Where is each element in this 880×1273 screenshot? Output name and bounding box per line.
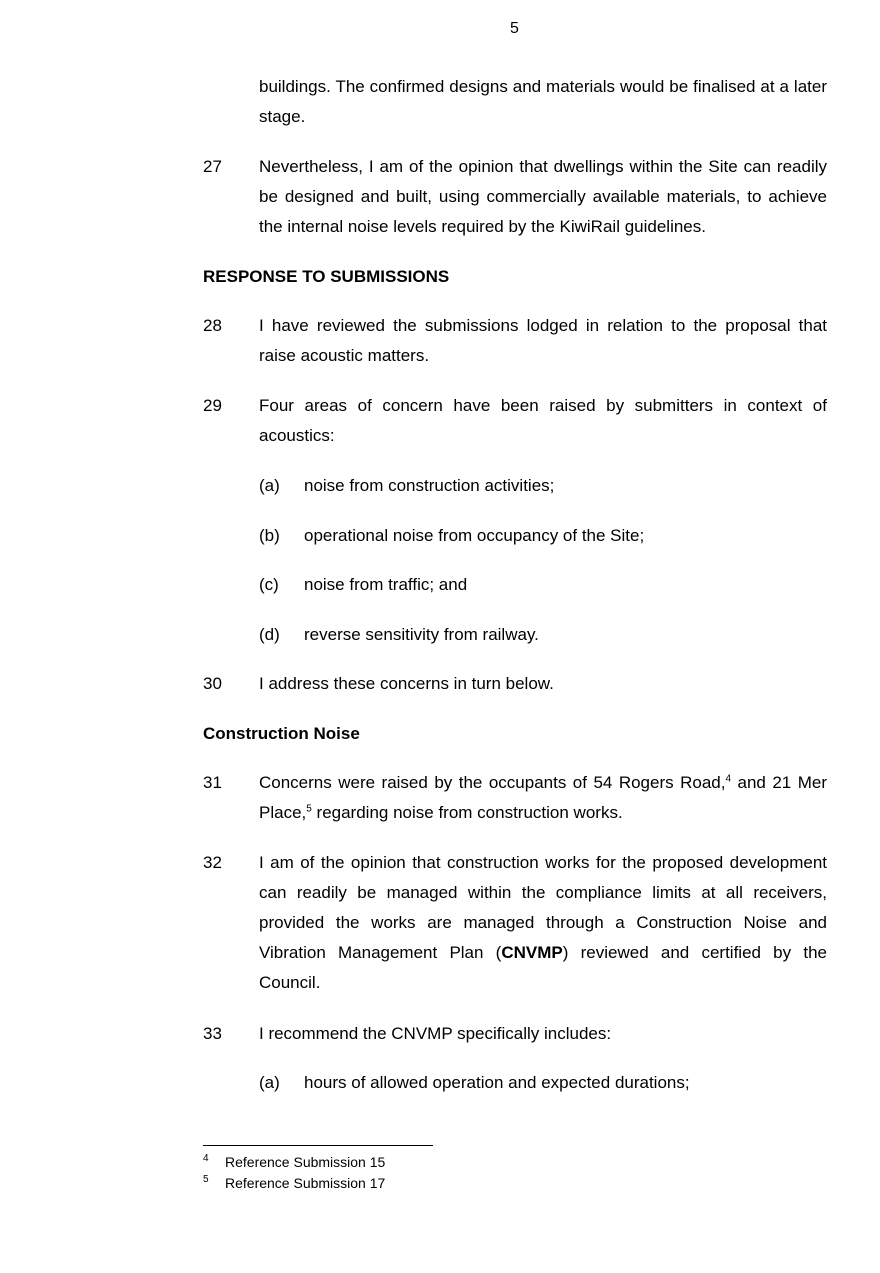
- paragraph-text: I have reviewed the submissions lodged in relation to the proposal that raise acoustic matters.: [259, 316, 827, 365]
- footnote-number: 5: [203, 1174, 209, 1185]
- footnote: [203, 1152, 385, 1172]
- list-item-text: reverse sensitivity from railway.: [304, 625, 539, 644]
- text-segment: Concerns were raised by the occupants of 54 Rogers Road,: [259, 773, 726, 792]
- paragraph-27: [203, 152, 827, 242]
- list-item-label: (c): [259, 575, 279, 594]
- footnote: [203, 1173, 385, 1193]
- text-segment: regarding noise from construction works.: [311, 803, 623, 822]
- paragraph-33: [203, 1019, 827, 1049]
- paragraph-30: [203, 669, 827, 699]
- footnote-text: Reference Submission 15: [225, 1154, 386, 1170]
- paragraph-29: [203, 391, 827, 451]
- paragraph-number: 33: [203, 1024, 222, 1043]
- paragraph-text: [259, 768, 827, 828]
- footnote-number: 4: [203, 1153, 209, 1164]
- list-item-text: operational noise from occupancy of the Site;: [304, 526, 645, 545]
- text-segment: ) reviewed and certified by the Council.: [259, 943, 827, 992]
- defined-term: CNVMP: [501, 943, 563, 962]
- list-item-label: (a): [259, 1073, 280, 1092]
- footnote-separator: [203, 1145, 433, 1146]
- list-item-text: hours of allowed operation and expected durations;: [304, 1073, 690, 1092]
- paragraph-text: I recommend the CNVMP specifically includes:: [259, 1024, 612, 1043]
- paragraph-text: [259, 848, 827, 998]
- heading-construction-noise: Construction Noise: [203, 724, 360, 743]
- paragraph-28: [203, 311, 827, 371]
- list-item: [259, 570, 827, 600]
- list-item-text: noise from traffic; and: [304, 575, 468, 594]
- text-segment: and 21 Mer Place,: [259, 773, 827, 822]
- paragraph-text: I address these concerns in turn below.: [259, 674, 554, 693]
- list-item-text: noise from construction activities;: [304, 476, 555, 495]
- paragraph-text: Four areas of concern have been raised by submitters in context of acoustics:: [259, 396, 827, 445]
- paragraph-number: 30: [203, 674, 222, 693]
- list-item: [259, 521, 827, 551]
- list-item: [259, 471, 827, 501]
- paragraph-number: 28: [203, 316, 222, 335]
- list-item-label: (a): [259, 476, 280, 495]
- list-item-label: (d): [259, 625, 280, 644]
- page-number: 5: [510, 20, 519, 37]
- paragraph-text: Nevertheless, I am of the opinion that dwellings within the Site can readily be designed and built, using commercially available materials, to achieve the internal noise levels required by the KiwiRail guidelines.: [259, 157, 827, 236]
- list-item: [259, 620, 827, 650]
- paragraph-number: 29: [203, 396, 222, 415]
- heading-response-to-submissions: RESPONSE TO SUBMISSIONS: [203, 267, 450, 286]
- paragraph-number: 27: [203, 157, 222, 176]
- footnote-text: Reference Submission 17: [225, 1175, 386, 1191]
- paragraph-number: 32: [203, 853, 222, 872]
- paragraph-31: [203, 768, 827, 828]
- continuation-text: buildings. The confirmed designs and materials would be finalised at a later stage.: [259, 77, 827, 126]
- list-item-label: (b): [259, 526, 280, 545]
- list-item: [259, 1068, 827, 1098]
- paragraph-number: 31: [203, 773, 222, 792]
- text-segment: I am of the opinion that construction works for the proposed development can readily be managed within the compliance limits at all receivers, provided the works are managed through a Construction Noise and Vibration Management Plan (: [259, 853, 827, 962]
- footnote-reference[interactable]: 4: [725, 773, 732, 785]
- footnote-reference[interactable]: 5: [306, 803, 312, 815]
- paragraph-32: [203, 848, 827, 998]
